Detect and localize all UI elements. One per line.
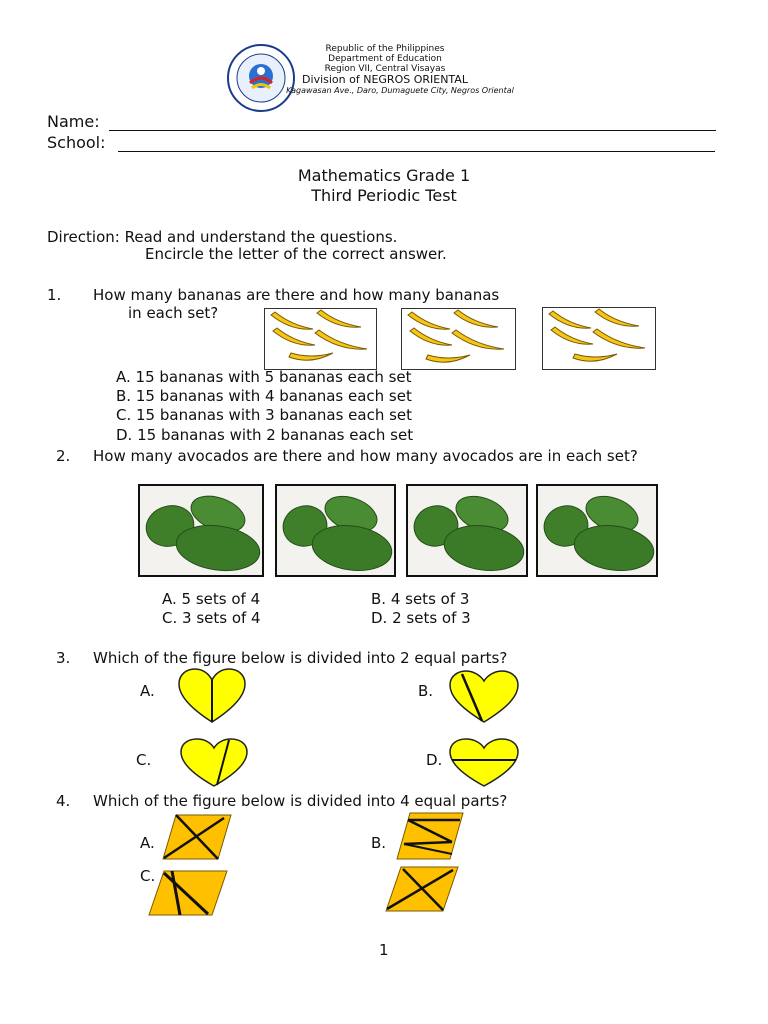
q3-text: Which of the figure below is divided into 2 equal parts? — [93, 649, 508, 667]
q4-label-c[interactable]: C. — [140, 867, 156, 885]
q2-text: How many avocados are there and how many avocados are in each set? — [93, 447, 638, 465]
q1-number: 1. — [47, 286, 62, 304]
header-line3: Region VII, Central Visayas — [324, 64, 446, 74]
q3-label-b[interactable]: B. — [418, 682, 434, 700]
q2-option-a[interactable]: A. 5 sets of 4 — [162, 590, 261, 608]
q4-label-b[interactable]: B. — [371, 834, 387, 852]
avocado-set-4 — [536, 484, 658, 577]
heart-b-icon[interactable] — [448, 670, 520, 724]
q1-option-d[interactable]: D. 15 bananas with 2 bananas each set — [116, 426, 414, 444]
q3-number: 3. — [56, 649, 71, 667]
q1-option-b[interactable]: B. 15 bananas with 4 bananas each set — [116, 387, 412, 405]
parallelogram-c-icon[interactable] — [148, 870, 228, 916]
heart-c-icon[interactable] — [179, 738, 249, 788]
q2-option-c[interactable]: C. 3 sets of 4 — [162, 609, 261, 627]
test-title: Mathematics Grade 1 — [297, 166, 471, 185]
q1-option-a[interactable]: A. 15 bananas with 5 bananas each set — [116, 368, 412, 386]
banana-set-2 — [401, 308, 516, 370]
direction-line1: Direction: Read and understand the questions. — [47, 228, 398, 246]
page-number: 1 — [379, 941, 389, 959]
q4-label-a[interactable]: A. — [140, 834, 155, 852]
header-line4: Division of NEGROS ORIENTAL — [302, 73, 468, 86]
parallelogram-b-icon[interactable] — [396, 812, 464, 860]
name-label: Name: — [47, 112, 100, 131]
banana-set-3 — [542, 307, 656, 370]
header-line2: Department of Education — [328, 54, 442, 64]
banana-set-1 — [264, 308, 377, 370]
q2-number: 2. — [56, 447, 71, 465]
avocado-set-2 — [275, 484, 396, 577]
q3-label-d[interactable]: D. — [426, 751, 443, 769]
heart-a-icon[interactable] — [177, 668, 247, 724]
direction-line2: Encircle the letter of the correct answer. — [145, 245, 447, 263]
header-line1: Republic of the Philippines — [325, 44, 445, 54]
name-line[interactable] — [109, 130, 716, 131]
q2-option-b[interactable]: B. 4 sets of 3 — [371, 590, 470, 608]
parallelogram-a-icon[interactable] — [162, 814, 232, 860]
q1-option-c[interactable]: C. 15 bananas with 3 bananas each set — [116, 406, 413, 424]
school-line[interactable] — [118, 151, 715, 152]
test-subtitle: Third Periodic Test — [311, 186, 457, 205]
q4-number: 4. — [56, 792, 71, 810]
school-label: School: — [47, 133, 106, 152]
avocado-set-1 — [138, 484, 264, 577]
header-line5: Kagawasan Ave., Daro, Dumaguete City, Negros Oriental — [286, 86, 514, 95]
q1-text: How many bananas are there and how many bananas — [93, 286, 500, 304]
q4-text: Which of the figure below is divided into 4 equal parts? — [93, 792, 508, 810]
avocado-set-3 — [406, 484, 528, 577]
q3-label-a[interactable]: A. — [140, 682, 155, 700]
q1-text-line2: in each set? — [128, 304, 219, 322]
heart-d-icon[interactable] — [448, 738, 520, 788]
parallelogram-d-icon[interactable] — [385, 866, 459, 912]
q3-label-c[interactable]: C. — [136, 751, 152, 769]
q2-option-d[interactable]: D. 2 sets of 3 — [371, 609, 471, 627]
